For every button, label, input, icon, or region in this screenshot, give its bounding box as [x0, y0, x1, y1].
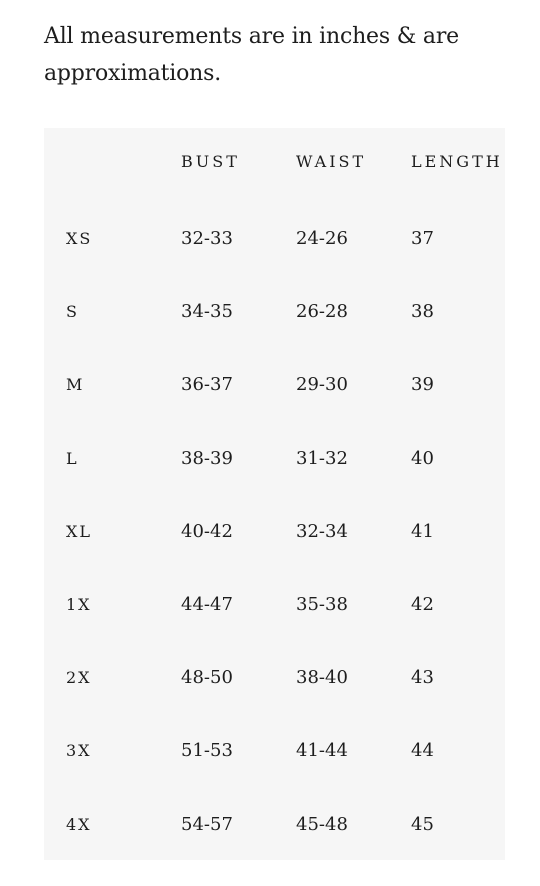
bust-cell: 32-33 [181, 228, 233, 249]
size-cell: XS [66, 229, 93, 248]
length-cell: 45 [411, 814, 434, 835]
length-cell: 43 [411, 667, 434, 688]
size-cell: 4X [66, 815, 92, 834]
size-cell: S [66, 302, 79, 321]
length-cell: 40 [411, 448, 434, 469]
table-row [44, 666, 505, 739]
waist-cell: 38-40 [296, 667, 348, 688]
header-length: LENGTH [411, 152, 503, 171]
bust-cell: 54-57 [181, 814, 233, 835]
table-row [44, 447, 505, 520]
size-cell: L [66, 449, 79, 468]
table-row [44, 300, 505, 373]
bust-cell: 51-53 [181, 740, 233, 761]
waist-cell: 24-26 [296, 228, 348, 249]
length-cell: 41 [411, 521, 434, 542]
table-row [44, 227, 505, 300]
bust-cell: 38-39 [181, 448, 233, 469]
table-row [44, 520, 505, 593]
length-cell: 38 [411, 301, 434, 322]
length-cell: 42 [411, 594, 434, 615]
bust-cell: 34-35 [181, 301, 233, 322]
header-bust: BUST [181, 152, 240, 171]
size-cell: M [66, 375, 85, 394]
length-cell: 37 [411, 228, 434, 249]
waist-cell: 29-30 [296, 374, 348, 395]
table-row [44, 373, 505, 446]
bust-cell: 40-42 [181, 521, 233, 542]
waist-cell: 41-44 [296, 740, 348, 761]
waist-cell: 31-32 [296, 448, 348, 469]
bust-cell: 36-37 [181, 374, 233, 395]
size-cell: 2X [66, 668, 92, 687]
table-row [44, 739, 505, 812]
table-row [44, 593, 505, 666]
size-cell: 3X [66, 741, 92, 760]
waist-cell: 45-48 [296, 814, 348, 835]
header-waist: WAIST [296, 152, 367, 171]
waist-cell: 32-34 [296, 521, 348, 542]
size-chart-table [44, 128, 505, 860]
waist-cell: 26-28 [296, 301, 348, 322]
bust-cell: 44-47 [181, 594, 233, 615]
size-cell: 1X [66, 595, 92, 614]
size-cell: XL [66, 522, 93, 541]
measurements-note: All measurements are in inches & are approximations. [44, 24, 459, 86]
bust-cell: 48-50 [181, 667, 233, 688]
table-row [44, 813, 505, 886]
waist-cell: 35-38 [296, 594, 348, 615]
length-cell: 39 [411, 374, 434, 395]
length-cell: 44 [411, 740, 434, 761]
